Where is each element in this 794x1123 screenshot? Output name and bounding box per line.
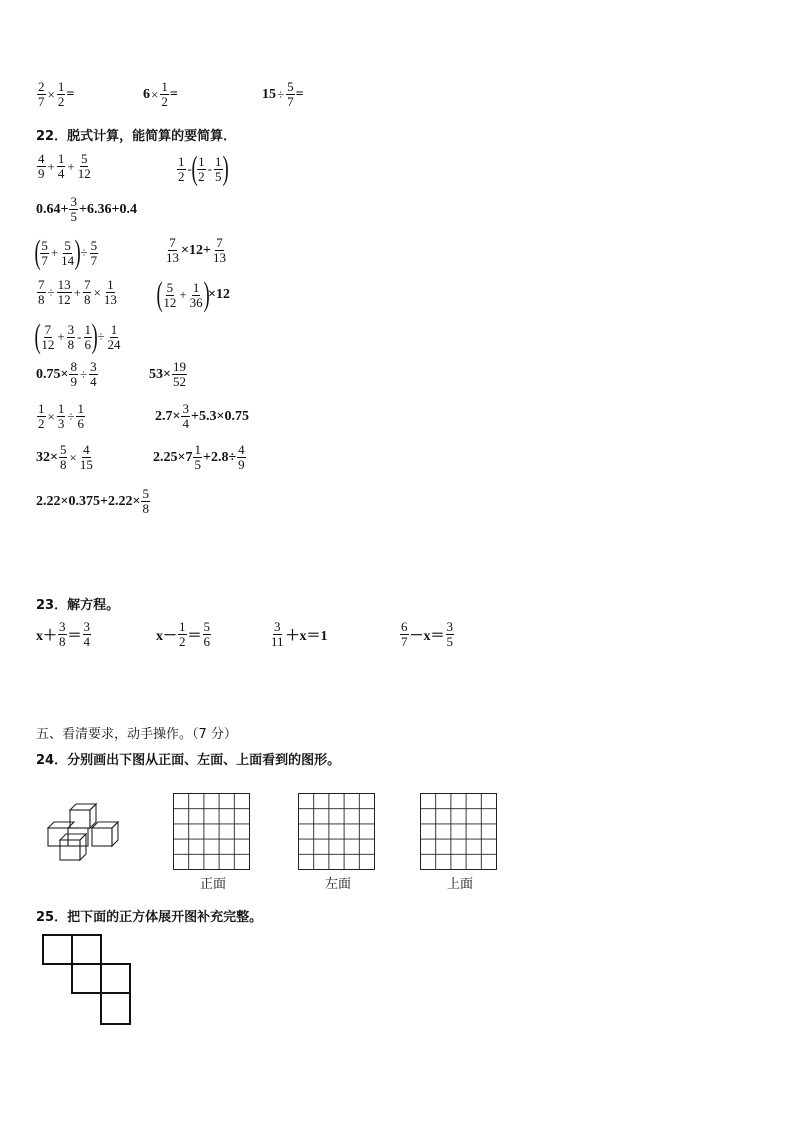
cube-net-figure	[42, 934, 132, 1028]
expr-top-a: $\frac{2}{7}$ × $\frac{1}{2}$ =	[38, 79, 75, 109]
q23-title: 23．解方程。	[36, 598, 120, 613]
q22-expr-12: 2.7× $\frac{3}{4}$ +5.3×0.75	[155, 401, 249, 431]
fraction: $\frac{5}{7}$	[287, 79, 294, 109]
fraction: $\frac{1}{2}$	[161, 79, 168, 109]
q22-expr-13: 32× $\frac{5}{8}$ × $\frac{4}{15}$	[36, 442, 93, 472]
q23-eq-2: x－ $\frac{1}{2}$ ＝ $\frac{5}{6}$	[156, 619, 210, 649]
fraction: $\frac{1}{2}$	[57, 79, 65, 109]
q22-expr-14: 2.25×7 $\frac{1}{5}$ +2.8÷ $\frac{4}{9}$	[153, 442, 245, 472]
section-5-title: 五、看清要求，动手操作。（7 分）	[36, 727, 237, 742]
q22-expr-7: ( $\frac{5}{12}$ + $\frac{1}{36}$ ) ×12	[156, 276, 230, 313]
grid-top	[420, 793, 498, 871]
q22-expr-15: 2.22×0.375+2.22× $\frac{5}{8}$	[36, 486, 149, 516]
q22-expr-8: ( $\frac{7}{12}$ + $\frac{3}{8}$ - $\frac{1}{6}$ ) ÷ $\frac{1}{24}$	[34, 318, 121, 355]
q22-expr-11: $\frac{1}{2}$ × $\frac{1}{3}$ ÷ $\frac{1}{6}$	[38, 401, 84, 431]
q22-title: 22．脱式计算，能简算的要简算．	[36, 129, 237, 144]
q22-expr-9: 0.75× $\frac{8}{9}$ ÷ $\frac{3}{4}$	[36, 359, 97, 389]
caption-front: 正面	[200, 877, 227, 892]
cube-stack-figure	[40, 800, 124, 864]
q22-expr-2: $\frac{1}{2}$ - ( $\frac{1}{2}$ - $\frac{1}{5}$ )	[178, 150, 229, 187]
caption-left: 左面	[325, 877, 352, 892]
q22-expr-10: 53× $\frac{19}{52}$	[149, 359, 186, 389]
grid-left	[298, 793, 376, 871]
grid-front	[173, 793, 251, 871]
q22-expr-5: $\frac{7}{13}$ ×12+ $\frac{7}{13}$	[166, 235, 226, 265]
q23-eq-1: x＋ $\frac{3}{8}$ ＝ $\frac{3}{4}$	[36, 619, 90, 649]
expr-top-b: 6 × $\frac{1}{2}$ =	[143, 79, 178, 109]
q22-expr-1: $\frac{4}{9}$ + $\frac{1}{4}$ + $\frac{5}{12}$	[38, 151, 91, 181]
q25-title: 25．把下面的正方体展开图补充完整。	[36, 910, 263, 925]
q22-expr-4: ( $\frac{5}{7}$ + $\frac{5}{14}$ ) ÷ $\frac{5}{7}$	[34, 234, 98, 271]
q22-expr-6: $\frac{7}{8}$ ÷ $\frac{13}{12}$ + $\frac{7}{8}$ × $\frac{1}{13}$	[38, 277, 117, 307]
caption-top: 上面	[447, 877, 474, 892]
expr-top-c: 15 ÷ $\frac{5}{7}$ =	[262, 79, 304, 109]
fraction: $\frac{2}{7}$	[38, 79, 45, 109]
q23-eq-3: $\frac{3}{11}$ ＋x＝1	[271, 619, 328, 649]
q23-eq-4: $\frac{6}{7}$ －x＝ $\frac{3}{5}$	[401, 619, 453, 649]
q22-expr-3: 0.64+ $\frac{3}{5}$ +6.36+0.4	[36, 194, 137, 224]
q24-title: 24．分别画出下图从正面、左面、上面看到的图形。	[36, 753, 341, 768]
